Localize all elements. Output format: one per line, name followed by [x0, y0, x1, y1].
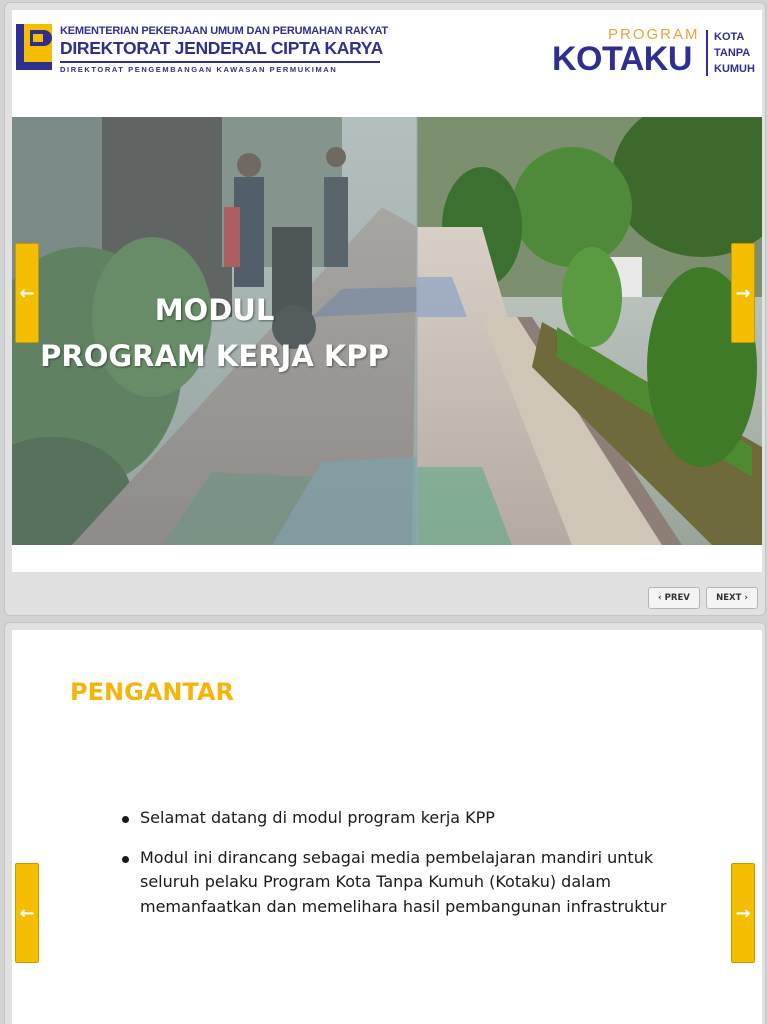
program-label: PROGRAM — [608, 26, 700, 43]
slide-pengantar — [12, 630, 762, 1024]
program-sub-tanpa: TANPA — [714, 47, 751, 59]
chevron-left-icon: ‹ — [658, 593, 662, 603]
program-subtitle — [714, 29, 755, 77]
bullet-dot-icon — [122, 816, 129, 823]
next-button[interactable] — [706, 587, 758, 609]
program-sub-kota: KOTA — [714, 31, 745, 43]
cover-title-line1: MODUL — [154, 293, 275, 327]
right-arrow-icon: → — [735, 902, 751, 924]
bullet-list — [120, 806, 680, 934]
logo-divider — [706, 30, 708, 76]
kotaku-logo — [550, 24, 762, 84]
ministry-name: KEMENTERIAN PEKERJAAN UMUM DAN PERUMAHAN RAKYAT — [60, 25, 388, 37]
slide-cover — [12, 10, 762, 572]
next-arrow-button[interactable] — [731, 243, 755, 343]
cover-photo — [12, 117, 762, 545]
pu-logo-icon — [16, 24, 52, 70]
left-arrow-icon: ← — [19, 282, 35, 304]
bullet-dot-icon — [122, 856, 129, 863]
header-divider — [60, 61, 380, 63]
prev-button[interactable] — [648, 587, 700, 609]
program-sub-kumuh: KUMUH — [714, 63, 755, 75]
ministry-header — [60, 25, 388, 74]
prev-button-label: PREV — [664, 593, 690, 603]
slide-viewer-2 — [4, 622, 766, 1024]
prev-arrow-button[interactable] — [15, 243, 39, 343]
bullet-item — [120, 846, 680, 920]
bullet-item — [120, 806, 680, 831]
program-name: KOTAKU — [552, 40, 692, 78]
bullet-text: Selamat datang di modul program kerja KPP — [140, 808, 495, 827]
slide-viewer-1 — [4, 2, 766, 616]
cover-title-line2: PROGRAM KERJA KPP — [40, 339, 389, 373]
chevron-right-icon: › — [744, 593, 748, 603]
right-arrow-icon: → — [735, 282, 751, 304]
bullet-text: Modul ini dirancang sebagai media pembelajaran mandiri untuk seluruh pelaku Program Kota Tanpa Kumuh (Kotaku) dalam memanfaatkan dan memelihara hasil pembangunan infrastruktur — [140, 847, 667, 916]
next-arrow-button[interactable] — [731, 863, 755, 963]
directorate-name: DIREKTORAT JENDERAL CIPTA KARYA — [60, 38, 383, 58]
left-arrow-icon: ← — [19, 902, 35, 924]
division-name: DIREKTORAT PENGEMBANGAN KAWASAN PERMUKIMAN — [60, 65, 338, 74]
cover-title — [12, 287, 417, 379]
next-button-label: NEXT — [716, 593, 742, 603]
prev-arrow-button[interactable] — [15, 863, 39, 963]
slide-heading: PENGANTAR — [70, 678, 234, 706]
